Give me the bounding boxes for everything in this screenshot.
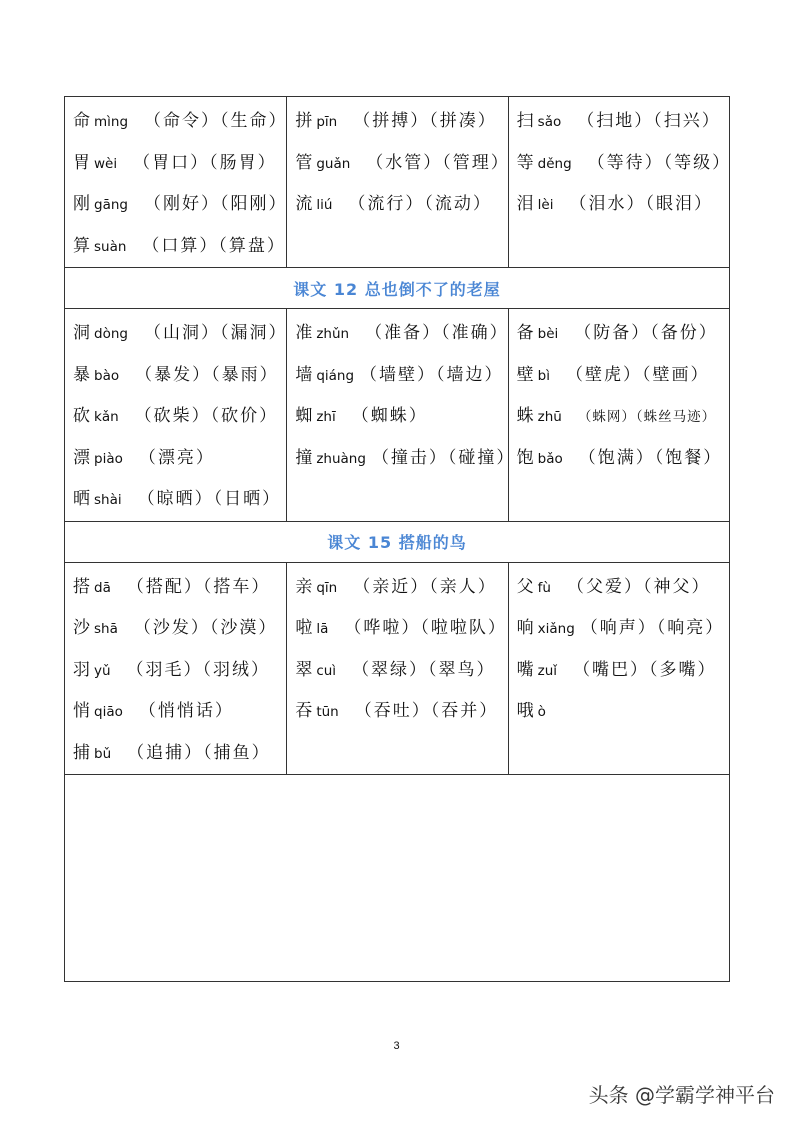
word-examples: （蜘蛛） <box>351 406 428 426</box>
pinyin: dòng <box>94 326 128 342</box>
pinyin: tūn <box>316 704 339 720</box>
pinyin: bì <box>537 367 550 384</box>
hanzi-char: 亲 <box>295 576 314 597</box>
pinyin: bǔ <box>94 745 112 762</box>
hanzi-char: 漂 <box>73 447 91 468</box>
hanzi-char: 暴 <box>73 364 91 385</box>
vocabulary-row <box>65 562 730 775</box>
pinyin: liú <box>316 197 333 213</box>
vocab-entry <box>295 608 507 650</box>
vocab-entry <box>295 650 507 692</box>
word-examples: （泪水）（眼泪） <box>569 194 713 214</box>
hanzi-char: 砍 <box>73 406 91 426</box>
vocab-entry <box>516 143 732 185</box>
hanzi-char: 拼 <box>295 111 314 131</box>
word-examples: （流行）（流动） <box>348 194 492 214</box>
hanzi-char: 搭 <box>73 576 91 597</box>
word-examples: （胃口）（肠胃） <box>133 152 277 173</box>
vocabulary-cell <box>287 97 508 268</box>
pinyin: zhī <box>316 409 336 425</box>
hanzi-char: 刚 <box>73 194 91 214</box>
pinyin: suàn <box>94 238 127 255</box>
vocab-entry <box>73 101 286 143</box>
hanzi-char: 哦 <box>516 701 535 721</box>
word-examples: （砍柴）（砍价） <box>134 406 279 426</box>
vocab-entry <box>517 313 729 355</box>
pinyin: zuǐ <box>537 662 558 679</box>
pinyin: sǎo <box>537 114 562 130</box>
pinyin: qīn <box>316 579 338 596</box>
vocab-entry <box>517 608 729 650</box>
pinyin: piào <box>94 450 123 467</box>
word-examples: （漂亮） <box>138 447 215 468</box>
hanzi-char: 准 <box>295 323 314 343</box>
pinyin: zhū <box>537 409 562 425</box>
vocabulary-cell <box>508 309 729 522</box>
pinyin: qiáng <box>316 367 355 384</box>
word-examples: （刚好）（阳刚） <box>143 194 288 214</box>
vocab-entry <box>295 313 507 355</box>
vocab-entry <box>73 691 286 733</box>
vocab-entry <box>295 355 507 397</box>
hanzi-char: 啦 <box>295 618 314 638</box>
pinyin: zhuàng <box>316 450 366 467</box>
hanzi-char: 晒 <box>73 489 91 509</box>
vocab-entry <box>73 143 286 185</box>
lesson-title-row <box>65 521 730 562</box>
word-examples: （羽毛）（羽绒） <box>126 659 271 680</box>
hanzi-char: 响 <box>516 618 535 638</box>
hanzi-char: 蛛 <box>516 406 535 426</box>
word-examples: （水管）（管理） <box>366 152 510 173</box>
vocab-entry <box>73 733 286 775</box>
vocabulary-cell <box>508 97 732 268</box>
vocab-entry <box>73 479 286 521</box>
pinyin: xiǎng <box>537 621 575 637</box>
hanzi-char: 羽 <box>73 659 91 680</box>
word-examples: （悄悄话） <box>138 701 234 721</box>
word-examples: （准备）（准确） <box>365 323 509 343</box>
word-examples: （暴发）（暴雨） <box>135 364 279 385</box>
word-examples: （防备）（备份） <box>574 323 718 343</box>
hanzi-char: 算 <box>73 235 91 256</box>
hanzi-char: 悄 <box>73 701 91 721</box>
hanzi-char: 蜘 <box>295 406 314 426</box>
pinyin: gāng <box>94 197 128 213</box>
hanzi-char: 等 <box>516 152 535 173</box>
vocab-entry <box>73 438 286 480</box>
empty-row <box>65 775 730 982</box>
vocab-entry <box>295 438 516 480</box>
word-examples: （命令）（生命） <box>144 111 288 131</box>
word-examples: （沙发）（沙漠） <box>133 618 278 638</box>
vocabulary-row <box>65 97 730 268</box>
pinyin: zhǔn <box>316 326 350 342</box>
word-examples: （亲近）（亲人） <box>353 576 497 597</box>
pinyin: lèi <box>537 197 554 213</box>
pinyin: cuì <box>316 662 337 679</box>
word-examples: （山洞）（漏洞） <box>143 323 288 343</box>
hanzi-char: 沙 <box>73 618 91 638</box>
word-examples: （搭配）（搭车） <box>126 576 271 597</box>
vocab-entry <box>517 567 729 609</box>
vocab-entry <box>517 184 729 226</box>
vocab-entry <box>295 567 507 609</box>
vocab-entry <box>73 396 286 438</box>
page-number: 3 <box>393 1040 400 1052</box>
word-examples: （响声）（响亮） <box>580 618 725 638</box>
word-examples: （撞击）（碰撞） <box>371 447 516 468</box>
vocab-entry <box>73 226 286 268</box>
hanzi-char: 管 <box>295 152 314 173</box>
pinyin: bèi <box>537 326 559 342</box>
pinyin: bào <box>94 367 120 384</box>
pinyin: lā <box>316 621 329 637</box>
word-examples: （嘴巴）（多嘴） <box>573 659 717 680</box>
vocab-entry <box>295 691 507 733</box>
vocab-entry <box>73 608 286 650</box>
pinyin: bǎo <box>537 450 563 467</box>
word-examples: （扫地）（扫兴） <box>577 111 721 131</box>
pinyin: ò <box>537 704 546 720</box>
hanzi-char: 泪 <box>516 194 535 214</box>
word-examples: （拼搏）（拼凑） <box>353 111 497 131</box>
hanzi-char: 撞 <box>295 447 314 468</box>
vocab-entry <box>295 143 510 185</box>
pinyin: mìng <box>94 114 129 130</box>
pinyin: guǎn <box>316 155 351 172</box>
hanzi-char: 捕 <box>73 742 91 763</box>
vocab-entry <box>73 650 286 692</box>
hanzi-char: 胃 <box>73 152 91 173</box>
hanzi-char: 墙 <box>295 364 314 385</box>
vocab-entry <box>517 438 729 480</box>
empty-cell <box>65 775 730 982</box>
hanzi-char: 流 <box>295 194 314 214</box>
hanzi-char: 洞 <box>73 323 91 343</box>
word-examples: （等待）（等级） <box>587 152 732 173</box>
lesson-title: 课文 15 搭船的鸟 <box>65 521 730 562</box>
vocab-entry <box>295 184 507 226</box>
word-examples: （墙壁）（墙边） <box>360 364 504 385</box>
vocabulary-cell <box>65 97 287 268</box>
hanzi-char: 壁 <box>516 364 535 385</box>
word-examples: （父爱）（神父） <box>566 576 711 597</box>
word-examples: （追捕）（捕鱼） <box>127 742 271 763</box>
vocabulary-table <box>64 96 730 982</box>
hanzi-char: 扫 <box>516 111 535 131</box>
vocab-entry <box>517 355 729 397</box>
vocabulary-row <box>65 309 730 522</box>
vocab-entry <box>517 101 729 143</box>
pinyin: wèi <box>94 155 118 172</box>
word-examples: （吞吐）（吞并） <box>354 701 499 721</box>
hanzi-char: 翠 <box>295 659 314 680</box>
vocabulary-cell <box>287 562 508 775</box>
vocab-entry <box>295 101 507 143</box>
lesson-title: 课文 12 总也倒不了的老屋 <box>65 268 730 309</box>
word-examples: （口算）（算盘） <box>142 235 286 256</box>
word-examples: （翠绿）（翠鸟） <box>352 659 496 680</box>
vocab-entry <box>73 567 286 609</box>
pinyin: pīn <box>316 114 338 130</box>
hanzi-char: 命 <box>73 111 91 131</box>
watermark: 头条 @学霸学神平台 <box>588 1083 775 1107</box>
pinyin: kǎn <box>94 409 119 425</box>
pinyin: shā <box>94 621 118 637</box>
pinyin: qiāo <box>94 704 123 720</box>
vocabulary-cell <box>65 309 287 522</box>
hanzi-char: 嘴 <box>516 659 535 680</box>
pinyin: fù <box>537 579 551 596</box>
pinyin: yǔ <box>94 662 111 679</box>
vocab-entry <box>73 313 286 355</box>
word-examples: （壁虎）（壁画） <box>565 364 710 385</box>
word-examples: （蛛网）（蛛丝马迹） <box>577 409 717 425</box>
hanzi-char: 备 <box>516 323 535 343</box>
vocab-entry <box>73 355 286 397</box>
lesson-title-row <box>65 268 730 309</box>
word-examples: （哗啦）（啦啦队） <box>344 618 507 638</box>
vocab-entry <box>517 396 729 438</box>
vocab-entry <box>517 650 729 692</box>
vocabulary-cell <box>65 562 287 775</box>
word-examples: （晾晒）（日晒） <box>137 489 282 509</box>
hanzi-char: 吞 <box>295 701 314 721</box>
pinyin: děng <box>537 155 572 172</box>
vocab-entry <box>517 691 729 733</box>
hanzi-char: 饱 <box>516 447 535 468</box>
pinyin: shài <box>94 492 122 508</box>
vocab-entry <box>295 396 507 438</box>
word-examples: （饱满）（饱餐） <box>578 447 723 468</box>
vocabulary-cell <box>508 562 729 775</box>
vocab-entry <box>73 184 286 226</box>
hanzi-char: 父 <box>516 576 535 597</box>
pinyin: dā <box>94 579 111 596</box>
vocabulary-cell <box>287 309 516 522</box>
